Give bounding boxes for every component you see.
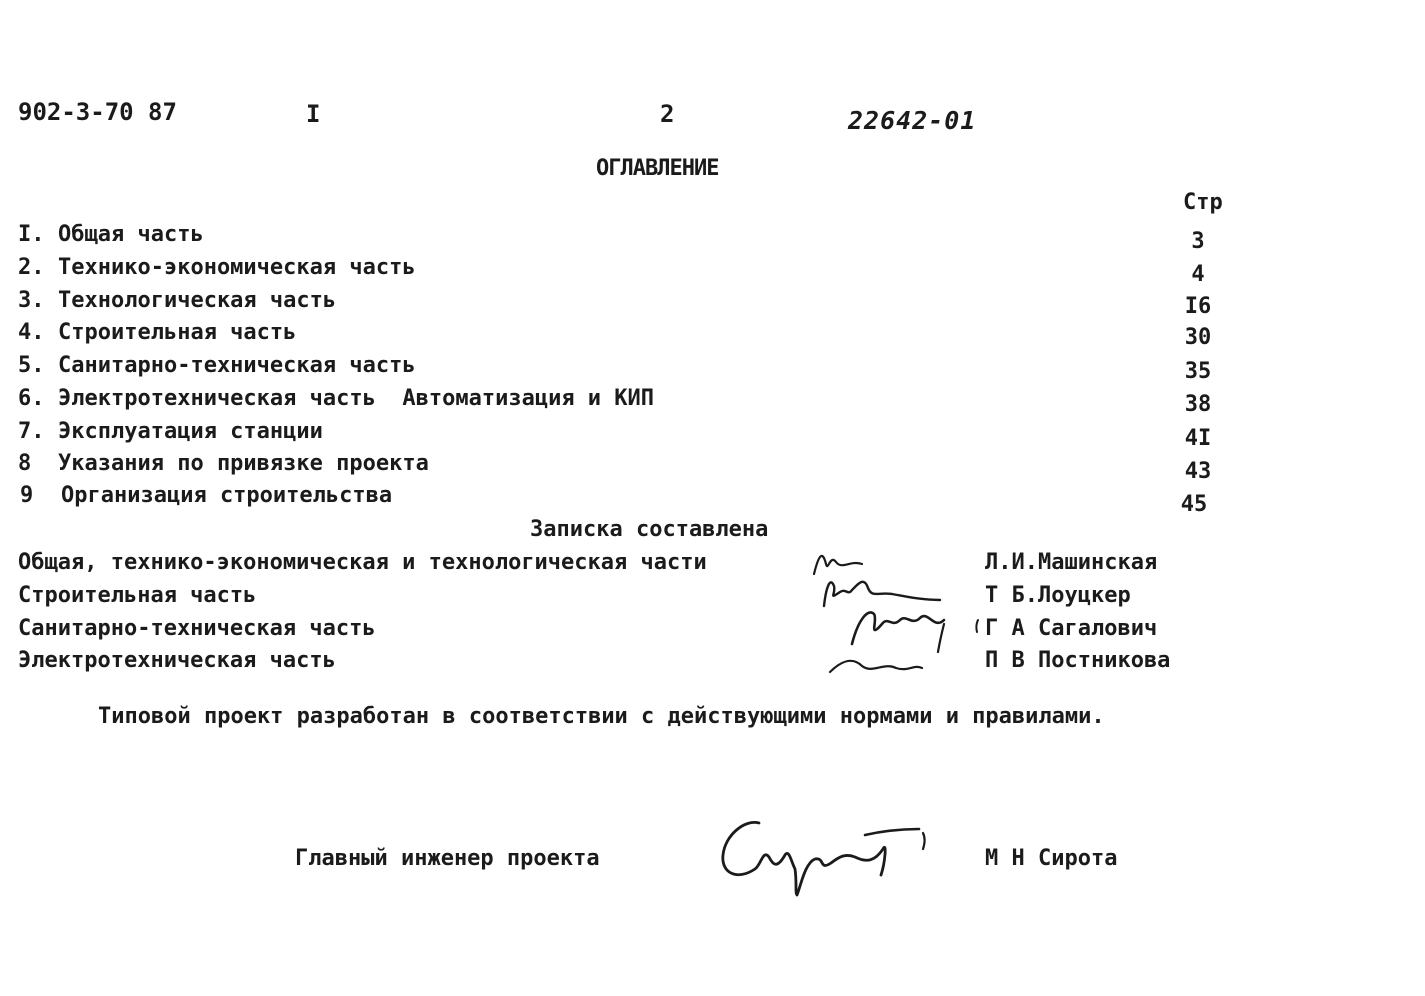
- compiled-author: Л.И.Машинская: [985, 550, 1158, 575]
- chief-engineer-name: М Н Сирота: [985, 846, 1118, 871]
- toc-item-label: Организация строительства: [61, 483, 393, 508]
- compiled-part: Санитарно-техническая часть: [18, 616, 376, 641]
- toc-item-label: Технологическая часть: [58, 288, 337, 313]
- toc-item-number: I.: [18, 222, 45, 247]
- page-number: 2: [660, 100, 675, 128]
- toc-item-page: I6: [1184, 294, 1212, 319]
- chief-engineer-signature: [715, 815, 935, 905]
- toc-item-page: 45: [1180, 492, 1208, 517]
- compliance-statement: Типовой проект разработан в соответствии с действующими нормами и правилами.: [98, 704, 1105, 729]
- compiled-part: Электротехническая часть: [18, 648, 336, 673]
- toc-item-page: 38: [1184, 392, 1212, 417]
- toc-item-number: 6.: [18, 386, 45, 411]
- toc-item-number: 3.: [18, 288, 45, 313]
- toc-item-number: 8: [18, 451, 32, 476]
- toc-item-label: Технико-экономическая часть: [58, 255, 416, 280]
- toc-item-number: 2.: [18, 255, 45, 280]
- toc-item-label: Санитарно-техническая часть: [58, 353, 416, 378]
- toc-item-page: 4I: [1184, 426, 1212, 451]
- compiled-author: Г А Сагалович: [985, 616, 1158, 641]
- toc-item-number: 9: [20, 483, 34, 508]
- chief-engineer-title: Главный инженер проекта: [295, 846, 600, 871]
- toc-item-label: Строительная часть: [58, 320, 297, 345]
- compiled-author: П В Постникова: [985, 648, 1171, 673]
- toc-page-column-label: Стр: [1183, 190, 1223, 215]
- toc-item-number: 7.: [18, 419, 45, 444]
- toc-item-page: 35: [1184, 359, 1212, 384]
- compiled-by-title: Записка составлена: [530, 517, 769, 542]
- volume-number: I: [306, 100, 321, 128]
- compiled-author: Т Б.Лоуцкер: [985, 583, 1131, 608]
- authors-signatures: [800, 540, 980, 690]
- inventory-number: 22642-01: [848, 106, 977, 135]
- compiled-part: Строительная часть: [18, 583, 257, 608]
- toc-item-label: Общая часть: [58, 222, 204, 247]
- toc-item-label: Указания по привязке проекта: [58, 451, 429, 476]
- document-code: 902-3-70 87: [18, 98, 177, 126]
- toc-item-page: 43: [1184, 459, 1212, 484]
- toc-item-label: Электротехническая часть Автоматизация и КИП: [58, 386, 655, 411]
- toc-item-number: 5.: [18, 353, 45, 378]
- toc-item-page: 4: [1191, 262, 1205, 287]
- toc-title: ОГЛАВЛЕНИЕ: [596, 156, 719, 181]
- toc-item-page: 3: [1191, 229, 1205, 254]
- compiled-part: Общая, технико-экономическая и технологическая части: [18, 550, 707, 575]
- toc-item-page: 30: [1184, 325, 1212, 350]
- toc-item-label: Эксплуатация станции: [58, 419, 323, 444]
- toc-item-number: 4.: [18, 320, 45, 345]
